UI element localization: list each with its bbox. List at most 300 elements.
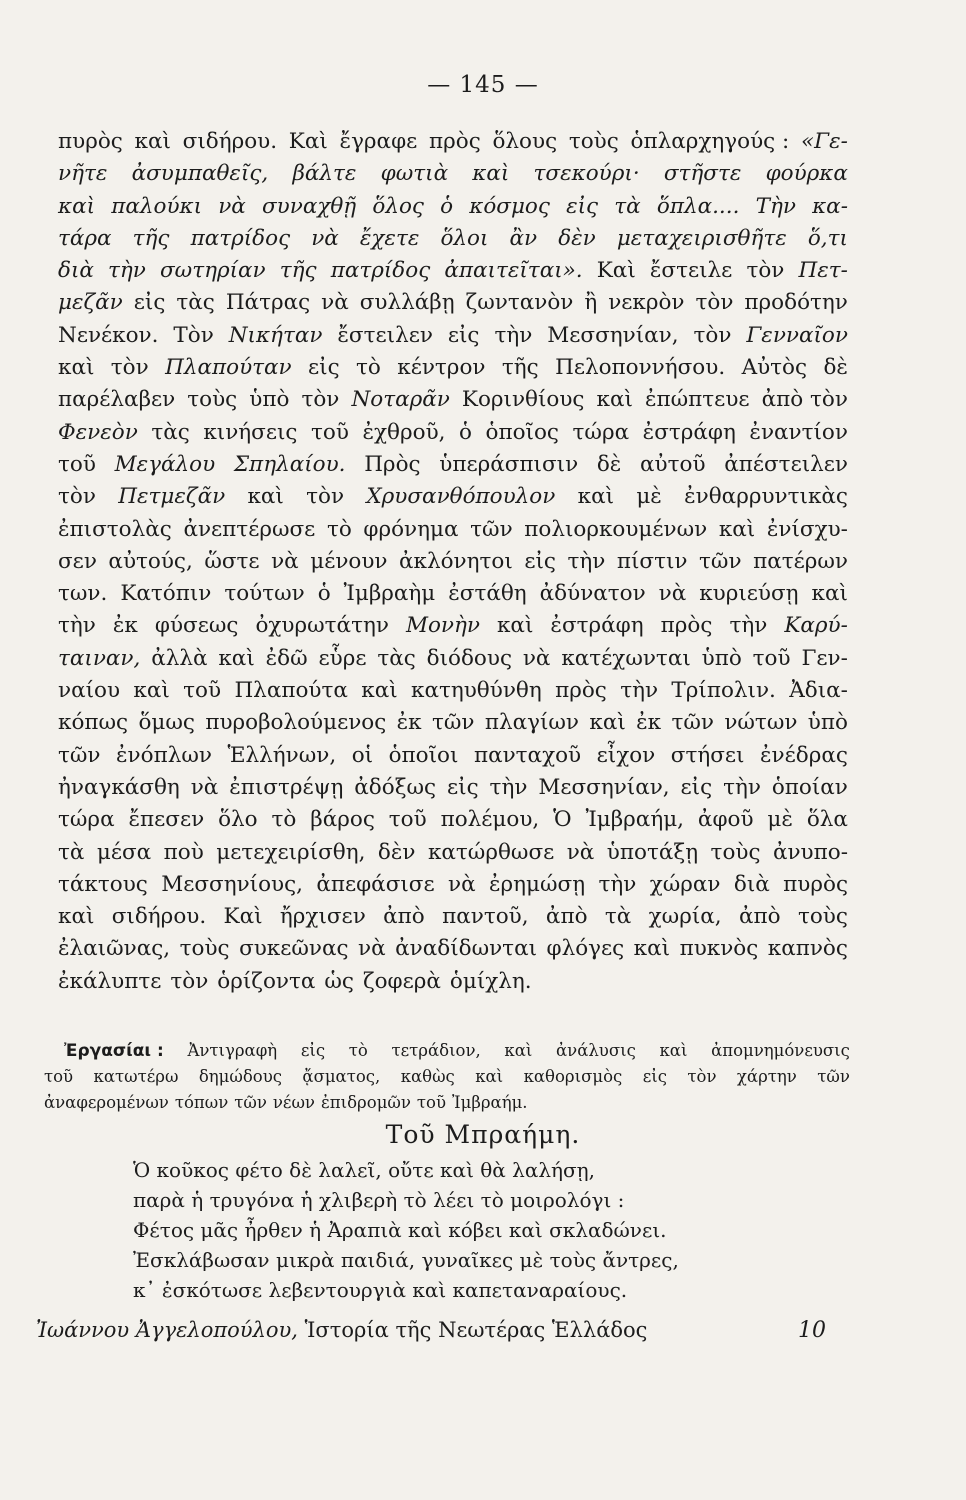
word: ἐκ: [112, 613, 138, 639]
word: ὁπλαρχηγούς :: [630, 129, 790, 154]
text-line: [58, 578, 848, 610]
poem-verse: κ᾿ ἐσκότωσε λεβεντουργιὰ καὶ καπεταναραίους.: [133, 1278, 628, 1302]
word: τὴν: [620, 678, 659, 704]
word: ὑπὸ: [701, 645, 742, 671]
word: χάρτην: [736, 1067, 797, 1086]
word: καὶ: [58, 904, 95, 930]
footer-book-title: Ἱστορία τῆς Νεωτέρας Ἑλλάδος: [304, 1318, 648, 1342]
word: ὅμως: [138, 710, 195, 736]
word: τὸ: [326, 516, 352, 542]
word: τὸν: [306, 484, 345, 510]
word: ἀπὸ: [739, 904, 781, 930]
word: ἐρημώσῃ: [488, 871, 586, 897]
word: δημώδους: [198, 1067, 282, 1086]
word: τὰ: [58, 839, 85, 865]
word: ἔχετε: [359, 225, 420, 251]
word: τὸ: [356, 355, 381, 381]
main-text: [58, 126, 848, 998]
word: σιδήρου.: [182, 129, 278, 154]
word: πλαγίων: [484, 710, 580, 736]
word: τὴν: [723, 774, 761, 800]
text-line: [58, 869, 848, 901]
word: νὰ: [190, 774, 219, 800]
word: ἐστράφη: [642, 419, 736, 445]
word: ποὺ: [163, 839, 204, 865]
text-line: [58, 643, 848, 675]
word: τὴν: [58, 613, 96, 639]
word: Ἰμβραήμ,: [585, 807, 685, 833]
word: ἐκ: [396, 710, 422, 736]
poem-verse: Ἐσκλάβωσαν μικρὰ παιδιά, γυναῖκες μὲ τοὺς ἄντρες,: [133, 1248, 679, 1272]
word: Μονὴν: [405, 613, 480, 639]
word: τὸν: [170, 968, 209, 994]
word: ὁ: [459, 419, 472, 445]
word: ἀναφερομένων: [44, 1093, 169, 1112]
word: τὸν: [693, 322, 732, 348]
word: κόσμος: [469, 193, 550, 219]
word: τὴν: [108, 258, 146, 284]
word: ὁποῖος: [485, 419, 559, 445]
word: συλλάβῃ: [359, 290, 455, 316]
text-line: [58, 255, 848, 287]
word: ἂν: [509, 225, 538, 251]
word: Αὐτὸς: [741, 355, 808, 381]
word: τῆς: [501, 355, 539, 381]
word: τὸ: [271, 807, 297, 833]
text-line: [58, 837, 848, 869]
word: δὲ: [596, 451, 622, 477]
word: τώρα: [58, 807, 115, 833]
word: ἀπέστειλεν: [724, 451, 848, 477]
word: Πελοποννήσου.: [555, 355, 726, 381]
exercise-line: [44, 1064, 850, 1090]
word: τὴν: [598, 871, 637, 897]
word: ὑπὸ: [807, 710, 848, 736]
word: Ἰμβραὴμ: [343, 581, 436, 607]
word: ὑποτάξῃ: [606, 839, 699, 865]
word: ἐκάλυπτε: [58, 968, 162, 994]
word: τάκτους: [58, 871, 148, 897]
exercise-note: [44, 1038, 850, 1116]
word: Πάτρας: [225, 290, 311, 316]
word: τοὺς: [710, 839, 761, 865]
word: ζοφερὰ: [362, 968, 441, 994]
word: Πετ-: [798, 258, 848, 284]
word: τῶν: [470, 516, 513, 542]
word: παλούκι: [111, 193, 203, 219]
word: πυρὸς: [58, 129, 123, 154]
word: τὸν: [58, 484, 96, 510]
word: εἰς: [447, 774, 479, 800]
word: εἰς: [308, 355, 340, 381]
word: πρὸς: [555, 678, 607, 704]
word: καθορισμὸς: [523, 1067, 623, 1086]
word: νὰ: [271, 548, 299, 574]
word: ὁρίζοντα: [217, 968, 316, 994]
word: εἶχον: [596, 742, 656, 768]
word: καὶ: [218, 645, 255, 671]
word: ὑπεράσπισιν: [439, 451, 579, 477]
word: ἢ: [584, 290, 598, 316]
word: πυροβολούμενος: [205, 710, 387, 736]
word: Ὁ: [553, 807, 572, 833]
word: πρὸς: [660, 613, 713, 639]
word: ὅλος: [372, 193, 424, 219]
word: ἐπιστολὰς: [58, 516, 172, 542]
text-line: [58, 191, 848, 223]
text-line: [58, 320, 848, 352]
word: ὑπὸ: [249, 387, 290, 413]
word: ἐστράφη: [550, 613, 644, 639]
word: ἀσυμπαθεῖς,: [131, 161, 269, 187]
word: κατώρθωσε: [427, 839, 555, 865]
word: νὰ: [658, 581, 687, 607]
word: φύσεως: [154, 613, 239, 639]
word: ἀπομνημόνευσις: [711, 1041, 850, 1060]
word: νὰ: [522, 645, 551, 671]
word: εὗρε: [318, 645, 367, 671]
word: τὰς: [151, 419, 190, 445]
word: νὰ: [218, 193, 246, 219]
word: νώτων: [724, 710, 798, 736]
word: Τὸν: [173, 322, 214, 348]
word: σεν: [58, 548, 97, 574]
word: καὶ: [596, 387, 633, 413]
word: ὁ: [317, 581, 331, 607]
word: τσεκούρι·: [533, 161, 640, 187]
exercise-line: [44, 1038, 850, 1064]
word: μὲ: [767, 807, 793, 833]
word: εἰς: [642, 1067, 667, 1086]
word: καὶ: [361, 678, 398, 704]
word: ἀπὸ: [545, 904, 588, 930]
page-number: — 145 —: [427, 72, 539, 98]
word: νέων: [272, 1093, 315, 1112]
word: τοὺς: [187, 387, 238, 413]
word: καὶ: [633, 936, 671, 962]
word: ἀδόξως: [354, 774, 437, 800]
word: Μεγάλου: [114, 451, 216, 477]
word: διόδους: [426, 645, 512, 671]
word: πατέρων: [753, 548, 848, 574]
word: οἱ: [351, 742, 374, 768]
word: καὶ: [811, 581, 848, 607]
word: τὴν: [494, 322, 533, 348]
word: τὸν: [301, 387, 340, 413]
word: ἀνεπτέρωσε: [183, 516, 316, 542]
word: καὶ: [496, 613, 534, 639]
word: αὐτούς,: [108, 548, 193, 574]
word: νῆτε: [58, 161, 108, 187]
word: Πλαπούτα: [234, 678, 348, 704]
word: Καὶ: [223, 904, 263, 930]
word: μένουν: [310, 548, 388, 574]
word: Κατόπιν: [120, 581, 212, 607]
text-line: [58, 804, 848, 836]
word: Καὶ: [288, 129, 328, 154]
word: ὅλα: [806, 807, 848, 833]
poem-title: Τοῦ Μπραήμη.: [385, 1120, 581, 1149]
word: Μεσσηνίαν,: [547, 322, 679, 348]
word: ἀπὸ: [383, 904, 425, 930]
word: κατωτέρω: [93, 1067, 179, 1086]
word: Πετμεζᾶν: [118, 484, 226, 510]
word: Ἀντιγραφὴ: [187, 1041, 278, 1060]
word: ὅλοι: [440, 225, 489, 251]
word: Καρύ-: [784, 613, 848, 639]
word: εἰς: [566, 193, 599, 219]
word: ταιναν,: [58, 645, 141, 671]
word: τοῦ: [388, 807, 427, 833]
word: «Γε-: [801, 129, 848, 154]
word: μέσα: [96, 839, 152, 865]
word: εἰς: [300, 1041, 326, 1060]
word: μεζᾶν: [58, 290, 123, 316]
word: τοῦ: [416, 1093, 446, 1112]
word: αὐτοῦ: [640, 451, 706, 477]
word: δὲν: [377, 839, 416, 865]
text-line: [58, 740, 848, 772]
text-line: [58, 933, 848, 965]
word: πυκνὸς: [679, 936, 759, 962]
word: τὰ: [614, 193, 641, 219]
word: ἐπιδρομῶν: [320, 1093, 411, 1112]
word: καὶ: [659, 1041, 688, 1060]
word: ζωντανὸν: [465, 290, 574, 316]
word: τοὺς: [568, 129, 619, 154]
word: ἔστειλε: [649, 258, 733, 284]
word: καὶ: [58, 355, 95, 381]
word: παντοῦ,: [442, 904, 529, 930]
word: στῆστε: [663, 161, 742, 187]
word: κατηυθύνθη: [411, 678, 542, 704]
word: ἀπεφάσισε: [316, 871, 435, 897]
word: καὶ: [718, 516, 756, 542]
word: καὶ: [472, 161, 510, 187]
text-line: [58, 966, 848, 998]
word: εἰς: [680, 774, 713, 800]
word: τῶν: [817, 1067, 850, 1086]
word: τοῦ: [44, 1067, 74, 1086]
word: καὶ: [504, 1041, 533, 1060]
word: Ἑλλήνων,: [227, 742, 337, 768]
word: τοὺς: [797, 904, 848, 930]
word: νὰ: [358, 936, 386, 962]
word: τοῦ: [752, 645, 791, 671]
word: χώραν: [649, 871, 721, 897]
word: μεταχειρισθῆτε: [616, 225, 787, 251]
word: Σπηλαίου.: [233, 451, 346, 477]
poem-verse: παρὰ ἡ τρυγόνα ἡ χλιβερὴ τὸ λέει τὸ μοιρολόγι :: [133, 1188, 625, 1212]
word: καὶ: [247, 484, 284, 510]
word: Πρὸς: [364, 451, 421, 477]
word: πολιορκουμένων: [524, 516, 708, 542]
word: φούρκα: [765, 161, 848, 187]
sheet-number: 10: [798, 1318, 826, 1343]
word: διὰ: [58, 258, 94, 284]
word: τῶν: [699, 548, 742, 574]
word: συκεῶνας: [239, 936, 349, 962]
word: τετράδιον,: [391, 1041, 481, 1060]
text-line: [58, 384, 848, 416]
word: τοῦ: [311, 419, 349, 445]
word: ὀχυρωτάτην: [255, 613, 389, 639]
word: τῶν: [58, 742, 101, 768]
text-line: [58, 675, 848, 707]
exercise-line: [44, 1090, 850, 1116]
poem-verse: Ὁ κοῦκος φέτο δὲ λαλεῖ, οὔτε καὶ θὰ λαλήσῃ,: [133, 1158, 596, 1182]
word: πρὸς: [429, 129, 481, 154]
text-line: [58, 546, 848, 578]
word: σωτηρίαν: [159, 258, 266, 284]
word: ἀκλόνητοι: [399, 548, 513, 574]
word: τὸν: [695, 290, 734, 316]
word: Γενναῖον: [746, 322, 848, 348]
word: τὸ: [348, 1041, 368, 1060]
word: ὁμίχλη.: [449, 968, 532, 994]
text-line: [58, 449, 848, 481]
word: βάρος: [310, 807, 375, 833]
word: ἀνάλυσις: [556, 1041, 636, 1060]
word: ὅπλα....: [656, 193, 740, 219]
word: πατρίδος: [330, 258, 431, 284]
word: Χρυσανθόπουλον: [366, 484, 556, 510]
word: τοὺς: [179, 936, 230, 962]
word: κα-: [812, 193, 848, 219]
word: τὸν: [746, 258, 785, 284]
word: Γεν-: [801, 645, 848, 671]
word: ἐνόπλων: [116, 742, 212, 768]
word: Κορινθίους: [461, 387, 585, 413]
word: ὁ: [440, 193, 454, 219]
word: ναίου: [58, 678, 121, 704]
text-line: [58, 707, 848, 739]
word: ἔπεσεν: [128, 807, 205, 833]
word: ἀλλὰ: [151, 645, 208, 671]
word: τούτων: [224, 581, 305, 607]
word: καὶ: [134, 129, 171, 154]
word: κόπως: [58, 710, 129, 736]
word: Μεσσηνίαν,: [538, 774, 670, 800]
word: κέντρον: [397, 355, 486, 381]
word: Τρίπολιν.: [671, 678, 776, 704]
word: καὶ: [133, 678, 170, 704]
word: κυριεύσῃ: [699, 581, 799, 607]
poem-verse: Φέτος μᾶς ἦρθεν ἡ Ἀραπιὰ καὶ κόβει καὶ σκλαδώνει.: [133, 1218, 667, 1242]
word: παρέλαβεν: [58, 387, 176, 413]
word: καὶ: [577, 484, 615, 510]
word: καὶ: [475, 1067, 504, 1086]
word: ἀπὸ τὸν: [761, 387, 848, 413]
footer-source: [36, 1318, 647, 1342]
word: φωτιὰ: [380, 161, 449, 187]
word: τὴν: [729, 613, 768, 639]
word: ἔγραφε: [339, 129, 418, 154]
word: καθὼς: [400, 1067, 455, 1086]
word: ἐδῶ: [265, 645, 308, 671]
word: κινήσεις: [203, 419, 298, 445]
word: ὁποίαν: [771, 774, 848, 800]
word: πολέμου,: [440, 807, 540, 833]
text-line: [58, 772, 848, 804]
word: ἠναγκάσθη: [58, 774, 180, 800]
word: δὲν: [558, 225, 596, 251]
word: ἐχθροῦ,: [362, 419, 446, 445]
word: μετεχειρίσθη,: [216, 839, 366, 865]
word: ἀνυπο-: [772, 839, 848, 865]
word: πανταχοῦ: [473, 742, 582, 768]
word: τώρα: [572, 419, 630, 445]
word: τὰς: [176, 290, 215, 316]
word: διὰ: [733, 871, 770, 897]
word: ὥστε: [204, 548, 260, 574]
word: τάρα: [58, 225, 112, 251]
page-footer: [36, 1318, 826, 1343]
footer-author: Ἰωάννου Ἀγγελοπούλου,: [36, 1318, 298, 1342]
word: ὅλο: [218, 807, 258, 833]
word: νὰ: [311, 225, 339, 251]
text-line: [58, 514, 848, 546]
word: ἀδύνατον: [539, 581, 646, 607]
word: ὁποῖοι: [388, 742, 459, 768]
word: πίστιν: [616, 548, 688, 574]
word: πυρὸς: [783, 871, 848, 897]
word: μὲ: [636, 484, 662, 510]
word: βάλτε: [292, 161, 357, 187]
word: τοῦ: [183, 678, 222, 704]
word: ἐνέδρας: [760, 742, 848, 768]
word: τῆς: [279, 258, 317, 284]
word: Καὶ: [596, 258, 636, 284]
word: ἔστειλεν: [337, 322, 433, 348]
word: ἐνίσχυ-: [766, 516, 848, 542]
word: Μεσσηνίους,: [161, 871, 303, 897]
word: ὅλους: [492, 129, 558, 154]
word: χωρία,: [648, 904, 722, 930]
word: νεκρὸν: [608, 290, 685, 316]
word: φλόγες: [546, 936, 625, 962]
word: Νενέκον.: [58, 322, 159, 348]
text-line: [58, 158, 848, 190]
word: νὰ: [321, 290, 349, 316]
text-line: [58, 223, 848, 255]
word: τὰς: [377, 645, 416, 671]
word: τῶν: [234, 1093, 267, 1112]
word: ἐλαιῶνας,: [58, 936, 171, 962]
word: ἐπώπτευε: [644, 387, 750, 413]
poem: [133, 1155, 753, 1305]
word: ᾄσματος,: [302, 1067, 381, 1086]
word: καὶ: [58, 193, 96, 219]
word: δὲ: [823, 355, 848, 381]
word: Πλαπούταν: [165, 355, 292, 381]
word: εἰς: [524, 548, 556, 574]
word: Ἰμβραήμ.: [452, 1093, 528, 1112]
text-line: [58, 481, 848, 513]
word: ἐστάθη: [448, 581, 527, 607]
text-line: [58, 610, 848, 642]
word: τῶν: [671, 710, 714, 736]
text-line: [58, 901, 848, 933]
word: ἀφοῦ: [697, 807, 754, 833]
word: τὴν: [567, 548, 606, 574]
word: προδότην: [744, 290, 848, 316]
word: ἐναντίον: [749, 419, 848, 445]
word: Τὴν: [755, 193, 796, 219]
word: Νικήταν: [228, 322, 323, 348]
word: ἀπαιτεῖται».: [444, 258, 583, 284]
text-line: [58, 126, 848, 158]
